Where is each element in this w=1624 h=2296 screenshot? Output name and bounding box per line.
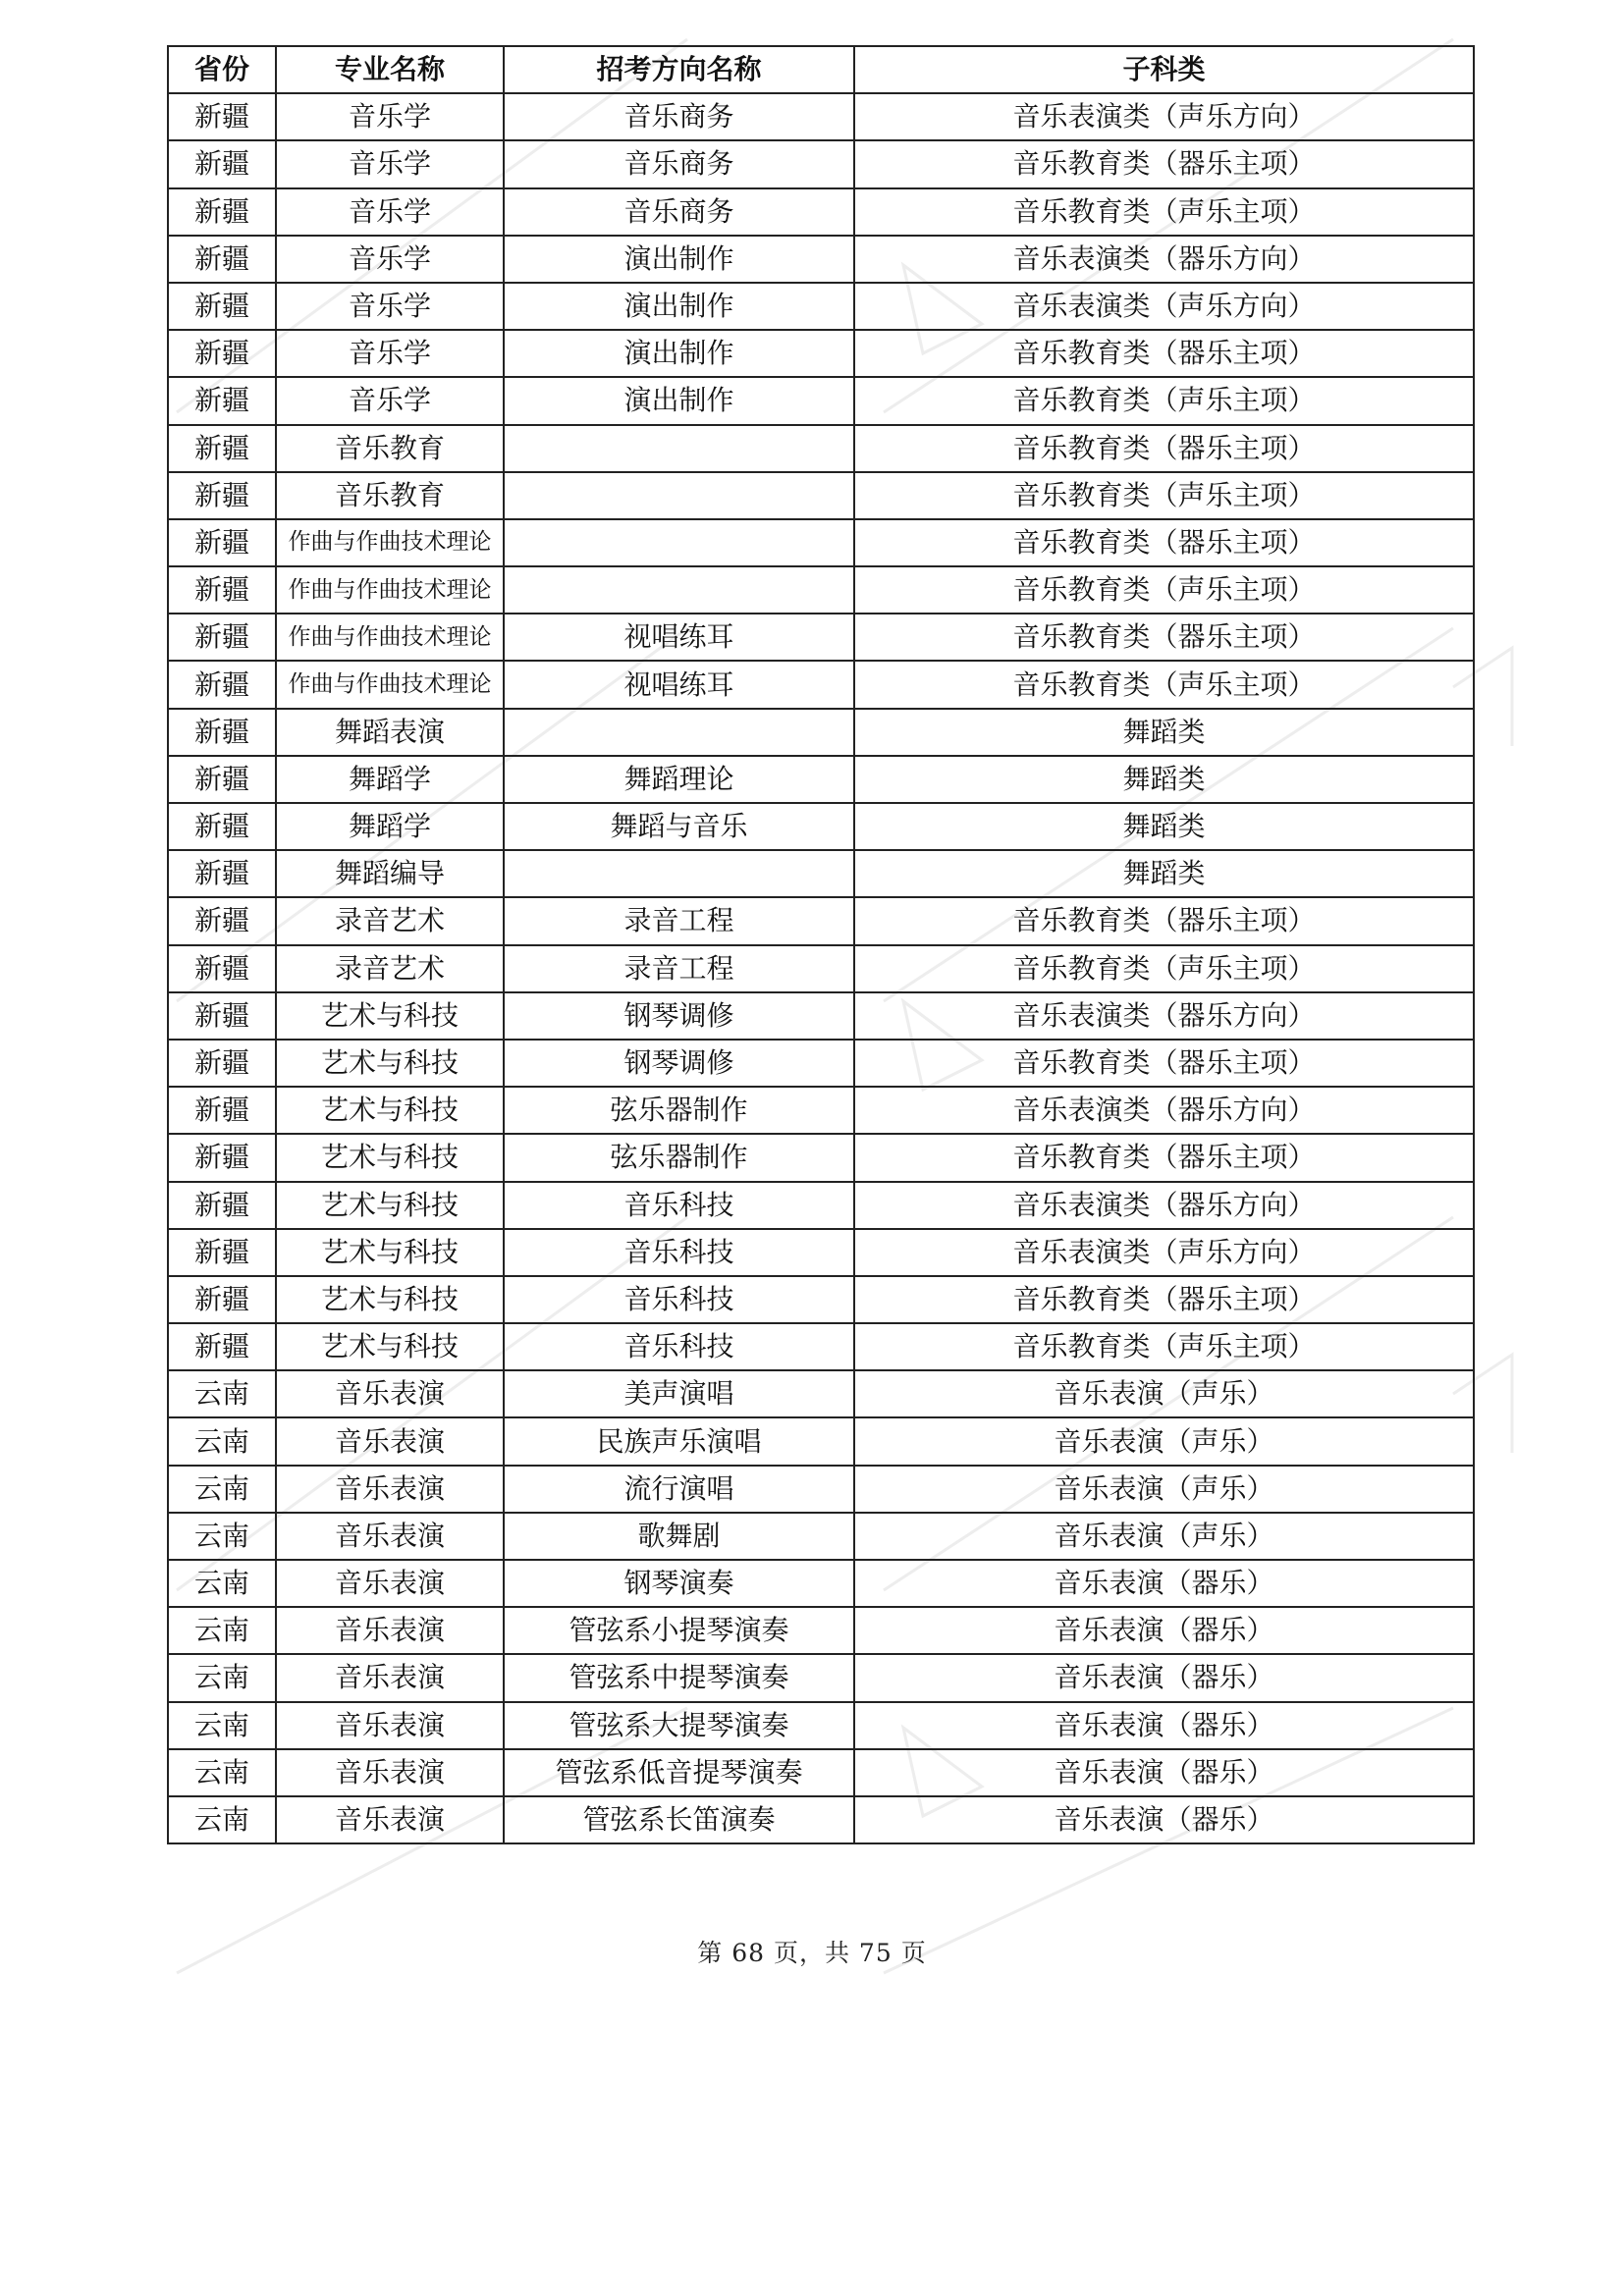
cell-province: 新疆	[168, 1323, 276, 1370]
cell-province: 新疆	[168, 1182, 276, 1229]
header-province: 省份	[168, 46, 276, 93]
cell-province: 云南	[168, 1513, 276, 1560]
table-row	[168, 236, 1474, 283]
table-row	[168, 377, 1474, 424]
cell-province: 云南	[168, 1654, 276, 1701]
cell-major-name: 录音艺术	[276, 897, 504, 944]
table-row	[168, 566, 1474, 614]
header-subcategory: 子科类	[854, 46, 1474, 93]
cell-major-name: 艺术与科技	[276, 1134, 504, 1181]
cell-province: 新疆	[168, 377, 276, 424]
cell-direction-name: 管弦系低音提琴演奏	[504, 1749, 854, 1796]
cell-subcategory: 音乐教育类（声乐主项）	[854, 1323, 1474, 1370]
cell-subcategory: 舞蹈类	[854, 803, 1474, 850]
cell-direction-name: 音乐商务	[504, 140, 854, 187]
cell-subcategory: 音乐表演（器乐）	[854, 1749, 1474, 1796]
table-row	[168, 188, 1474, 236]
cell-major-name: 音乐表演	[276, 1417, 504, 1465]
table-row	[168, 803, 1474, 850]
cell-direction-name: 钢琴调修	[504, 1040, 854, 1087]
cell-direction-name: 音乐商务	[504, 188, 854, 236]
table-row	[168, 330, 1474, 377]
cell-subcategory: 音乐教育类（声乐主项）	[854, 188, 1474, 236]
cell-direction-name: 钢琴调修	[504, 992, 854, 1040]
cell-direction-name: 民族声乐演唱	[504, 1417, 854, 1465]
cell-major-name: 音乐表演	[276, 1513, 504, 1560]
cell-direction-name: 音乐科技	[504, 1229, 854, 1276]
cell-major-name: 音乐学	[276, 236, 504, 283]
cell-direction-name	[504, 472, 854, 519]
cell-direction-name: 录音工程	[504, 945, 854, 992]
table-row	[168, 1417, 1474, 1465]
cell-subcategory: 舞蹈类	[854, 850, 1474, 897]
cell-province: 新疆	[168, 472, 276, 519]
cell-subcategory: 音乐教育类（声乐主项）	[854, 661, 1474, 708]
cell-major-name: 音乐表演	[276, 1466, 504, 1513]
table-row	[168, 425, 1474, 472]
cell-direction-name: 歌舞剧	[504, 1513, 854, 1560]
table-row	[168, 1040, 1474, 1087]
cell-direction-name: 演出制作	[504, 377, 854, 424]
admissions-table	[167, 45, 1475, 1844]
cell-subcategory: 音乐教育类（器乐主项）	[854, 1134, 1474, 1181]
cell-major-name: 作曲与作曲技术理论	[276, 566, 504, 614]
table-row	[168, 1560, 1474, 1607]
table-row	[168, 1182, 1474, 1229]
table-row	[168, 283, 1474, 330]
cell-major-name: 音乐表演	[276, 1560, 504, 1607]
table-row	[168, 1749, 1474, 1796]
cell-subcategory: 音乐表演类（声乐方向）	[854, 283, 1474, 330]
table-header-row	[168, 46, 1474, 93]
cell-province: 新疆	[168, 1134, 276, 1181]
cell-direction-name: 美声演唱	[504, 1370, 854, 1417]
cell-province: 新疆	[168, 850, 276, 897]
cell-major-name: 音乐表演	[276, 1796, 504, 1843]
cell-major-name: 舞蹈编导	[276, 850, 504, 897]
cell-direction-name: 音乐科技	[504, 1182, 854, 1229]
cell-major-name: 录音艺术	[276, 945, 504, 992]
cell-direction-name: 音乐科技	[504, 1276, 854, 1323]
cell-province: 新疆	[168, 897, 276, 944]
cell-subcategory: 音乐表演（器乐）	[854, 1654, 1474, 1701]
cell-direction-name: 管弦系大提琴演奏	[504, 1702, 854, 1749]
cell-subcategory: 音乐表演（声乐）	[854, 1513, 1474, 1560]
cell-subcategory: 音乐表演类（器乐方向）	[854, 236, 1474, 283]
cell-subcategory: 音乐表演（器乐）	[854, 1796, 1474, 1843]
cell-direction-name: 演出制作	[504, 236, 854, 283]
cell-subcategory: 音乐教育类（器乐主项）	[854, 614, 1474, 661]
cell-direction-name: 管弦系长笛演奏	[504, 1796, 854, 1843]
table-row	[168, 1323, 1474, 1370]
table-row	[168, 756, 1474, 803]
cell-direction-name: 管弦系小提琴演奏	[504, 1607, 854, 1654]
cell-subcategory: 舞蹈类	[854, 756, 1474, 803]
cell-major-name: 音乐学	[276, 330, 504, 377]
cell-direction-name: 视唱练耳	[504, 661, 854, 708]
cell-province: 新疆	[168, 1229, 276, 1276]
table-row	[168, 614, 1474, 661]
cell-subcategory: 音乐教育类（声乐主项）	[854, 472, 1474, 519]
cell-province: 新疆	[168, 1040, 276, 1087]
cell-subcategory: 音乐教育类（声乐主项）	[854, 945, 1474, 992]
cell-major-name: 舞蹈学	[276, 756, 504, 803]
cell-province: 新疆	[168, 236, 276, 283]
table-row	[168, 992, 1474, 1040]
table-row	[168, 1513, 1474, 1560]
cell-major-name: 艺术与科技	[276, 992, 504, 1040]
cell-major-name: 艺术与科技	[276, 1323, 504, 1370]
table-row	[168, 709, 1474, 756]
cell-province: 新疆	[168, 330, 276, 377]
cell-major-name: 艺术与科技	[276, 1182, 504, 1229]
table-row	[168, 897, 1474, 944]
cell-subcategory: 音乐教育类（器乐主项）	[854, 140, 1474, 187]
cell-province: 新疆	[168, 709, 276, 756]
cell-subcategory: 音乐教育类（器乐主项）	[854, 1276, 1474, 1323]
cell-province: 新疆	[168, 614, 276, 661]
cell-province: 云南	[168, 1417, 276, 1465]
table-row	[168, 1796, 1474, 1843]
cell-province: 新疆	[168, 519, 276, 566]
cell-major-name: 音乐教育	[276, 425, 504, 472]
cell-major-name: 音乐学	[276, 377, 504, 424]
cell-direction-name: 舞蹈与音乐	[504, 803, 854, 850]
cell-major-name: 音乐表演	[276, 1370, 504, 1417]
cell-direction-name: 音乐商务	[504, 93, 854, 140]
cell-province: 云南	[168, 1560, 276, 1607]
admissions-table-container	[167, 45, 1473, 1844]
cell-direction-name: 演出制作	[504, 330, 854, 377]
cell-major-name: 音乐学	[276, 140, 504, 187]
table-row	[168, 1370, 1474, 1417]
table-row	[168, 472, 1474, 519]
table-row	[168, 945, 1474, 992]
table-row	[168, 1276, 1474, 1323]
page-number: 第 68 页，共 75 页	[697, 1939, 927, 1967]
table-row	[168, 1654, 1474, 1701]
cell-subcategory: 音乐教育类（器乐主项）	[854, 425, 1474, 472]
cell-province: 新疆	[168, 992, 276, 1040]
table-row	[168, 93, 1474, 140]
cell-major-name: 艺术与科技	[276, 1040, 504, 1087]
cell-province: 新疆	[168, 425, 276, 472]
cell-subcategory: 音乐教育类（器乐主项）	[854, 1040, 1474, 1087]
cell-major-name: 艺术与科技	[276, 1087, 504, 1134]
header-direction-name: 招考方向名称	[504, 46, 854, 93]
cell-province: 云南	[168, 1796, 276, 1843]
cell-province: 新疆	[168, 566, 276, 614]
cell-subcategory: 音乐教育类（器乐主项）	[854, 330, 1474, 377]
cell-province: 云南	[168, 1749, 276, 1796]
cell-province: 新疆	[168, 756, 276, 803]
cell-subcategory: 音乐教育类（器乐主项）	[854, 519, 1474, 566]
cell-subcategory: 音乐表演（器乐）	[854, 1607, 1474, 1654]
cell-direction-name: 弦乐器制作	[504, 1134, 854, 1181]
cell-direction-name: 弦乐器制作	[504, 1087, 854, 1134]
cell-province: 云南	[168, 1370, 276, 1417]
cell-province: 新疆	[168, 93, 276, 140]
cell-province: 云南	[168, 1702, 276, 1749]
cell-direction-name: 流行演唱	[504, 1466, 854, 1513]
cell-province: 云南	[168, 1466, 276, 1513]
table-row	[168, 1229, 1474, 1276]
cell-subcategory: 音乐表演类（器乐方向）	[854, 992, 1474, 1040]
cell-direction-name	[504, 566, 854, 614]
cell-province: 新疆	[168, 283, 276, 330]
cell-subcategory: 音乐教育类（器乐主项）	[854, 897, 1474, 944]
cell-direction-name	[504, 519, 854, 566]
cell-major-name: 音乐教育	[276, 472, 504, 519]
cell-province: 新疆	[168, 1087, 276, 1134]
table-row	[168, 1087, 1474, 1134]
cell-subcategory: 音乐表演（器乐）	[854, 1702, 1474, 1749]
cell-major-name: 作曲与作曲技术理论	[276, 519, 504, 566]
cell-subcategory: 舞蹈类	[854, 709, 1474, 756]
cell-subcategory: 音乐表演（器乐）	[854, 1560, 1474, 1607]
cell-major-name: 音乐学	[276, 93, 504, 140]
cell-major-name: 音乐学	[276, 188, 504, 236]
header-major-name: 专业名称	[276, 46, 504, 93]
table-row	[168, 1607, 1474, 1654]
cell-subcategory: 音乐表演（声乐）	[854, 1466, 1474, 1513]
cell-province: 云南	[168, 1607, 276, 1654]
cell-direction-name	[504, 709, 854, 756]
cell-major-name: 音乐表演	[276, 1702, 504, 1749]
cell-direction-name: 音乐科技	[504, 1323, 854, 1370]
cell-subcategory: 音乐教育类（声乐主项）	[854, 566, 1474, 614]
table-row	[168, 661, 1474, 708]
cell-major-name: 音乐学	[276, 283, 504, 330]
cell-direction-name: 管弦系中提琴演奏	[504, 1654, 854, 1701]
cell-subcategory: 音乐表演（声乐）	[854, 1370, 1474, 1417]
cell-major-name: 音乐表演	[276, 1654, 504, 1701]
cell-direction-name	[504, 850, 854, 897]
cell-province: 新疆	[168, 661, 276, 708]
cell-subcategory: 音乐表演类（声乐方向）	[854, 1229, 1474, 1276]
cell-direction-name: 视唱练耳	[504, 614, 854, 661]
table-body	[168, 93, 1474, 1843]
cell-direction-name: 录音工程	[504, 897, 854, 944]
cell-major-name: 音乐表演	[276, 1607, 504, 1654]
cell-subcategory: 音乐表演（声乐）	[854, 1417, 1474, 1465]
cell-direction-name: 舞蹈理论	[504, 756, 854, 803]
cell-major-name: 艺术与科技	[276, 1229, 504, 1276]
cell-province: 新疆	[168, 1276, 276, 1323]
cell-major-name: 舞蹈学	[276, 803, 504, 850]
cell-major-name: 艺术与科技	[276, 1276, 504, 1323]
cell-major-name: 作曲与作曲技术理论	[276, 614, 504, 661]
table-row	[168, 519, 1474, 566]
cell-direction-name: 钢琴演奏	[504, 1560, 854, 1607]
cell-major-name: 作曲与作曲技术理论	[276, 661, 504, 708]
cell-subcategory: 音乐表演类（器乐方向）	[854, 1087, 1474, 1134]
table-row	[168, 1466, 1474, 1513]
cell-direction-name: 演出制作	[504, 283, 854, 330]
cell-province: 新疆	[168, 945, 276, 992]
cell-subcategory: 音乐教育类（声乐主项）	[854, 377, 1474, 424]
cell-direction-name	[504, 425, 854, 472]
table-row	[168, 1702, 1474, 1749]
table-row	[168, 1134, 1474, 1181]
cell-province: 新疆	[168, 140, 276, 187]
cell-province: 新疆	[168, 188, 276, 236]
cell-subcategory: 音乐表演类（声乐方向）	[854, 93, 1474, 140]
cell-major-name: 舞蹈表演	[276, 709, 504, 756]
cell-province: 新疆	[168, 803, 276, 850]
table-row	[168, 850, 1474, 897]
cell-subcategory: 音乐表演类（器乐方向）	[854, 1182, 1474, 1229]
cell-major-name: 音乐表演	[276, 1749, 504, 1796]
table-row	[168, 140, 1474, 187]
